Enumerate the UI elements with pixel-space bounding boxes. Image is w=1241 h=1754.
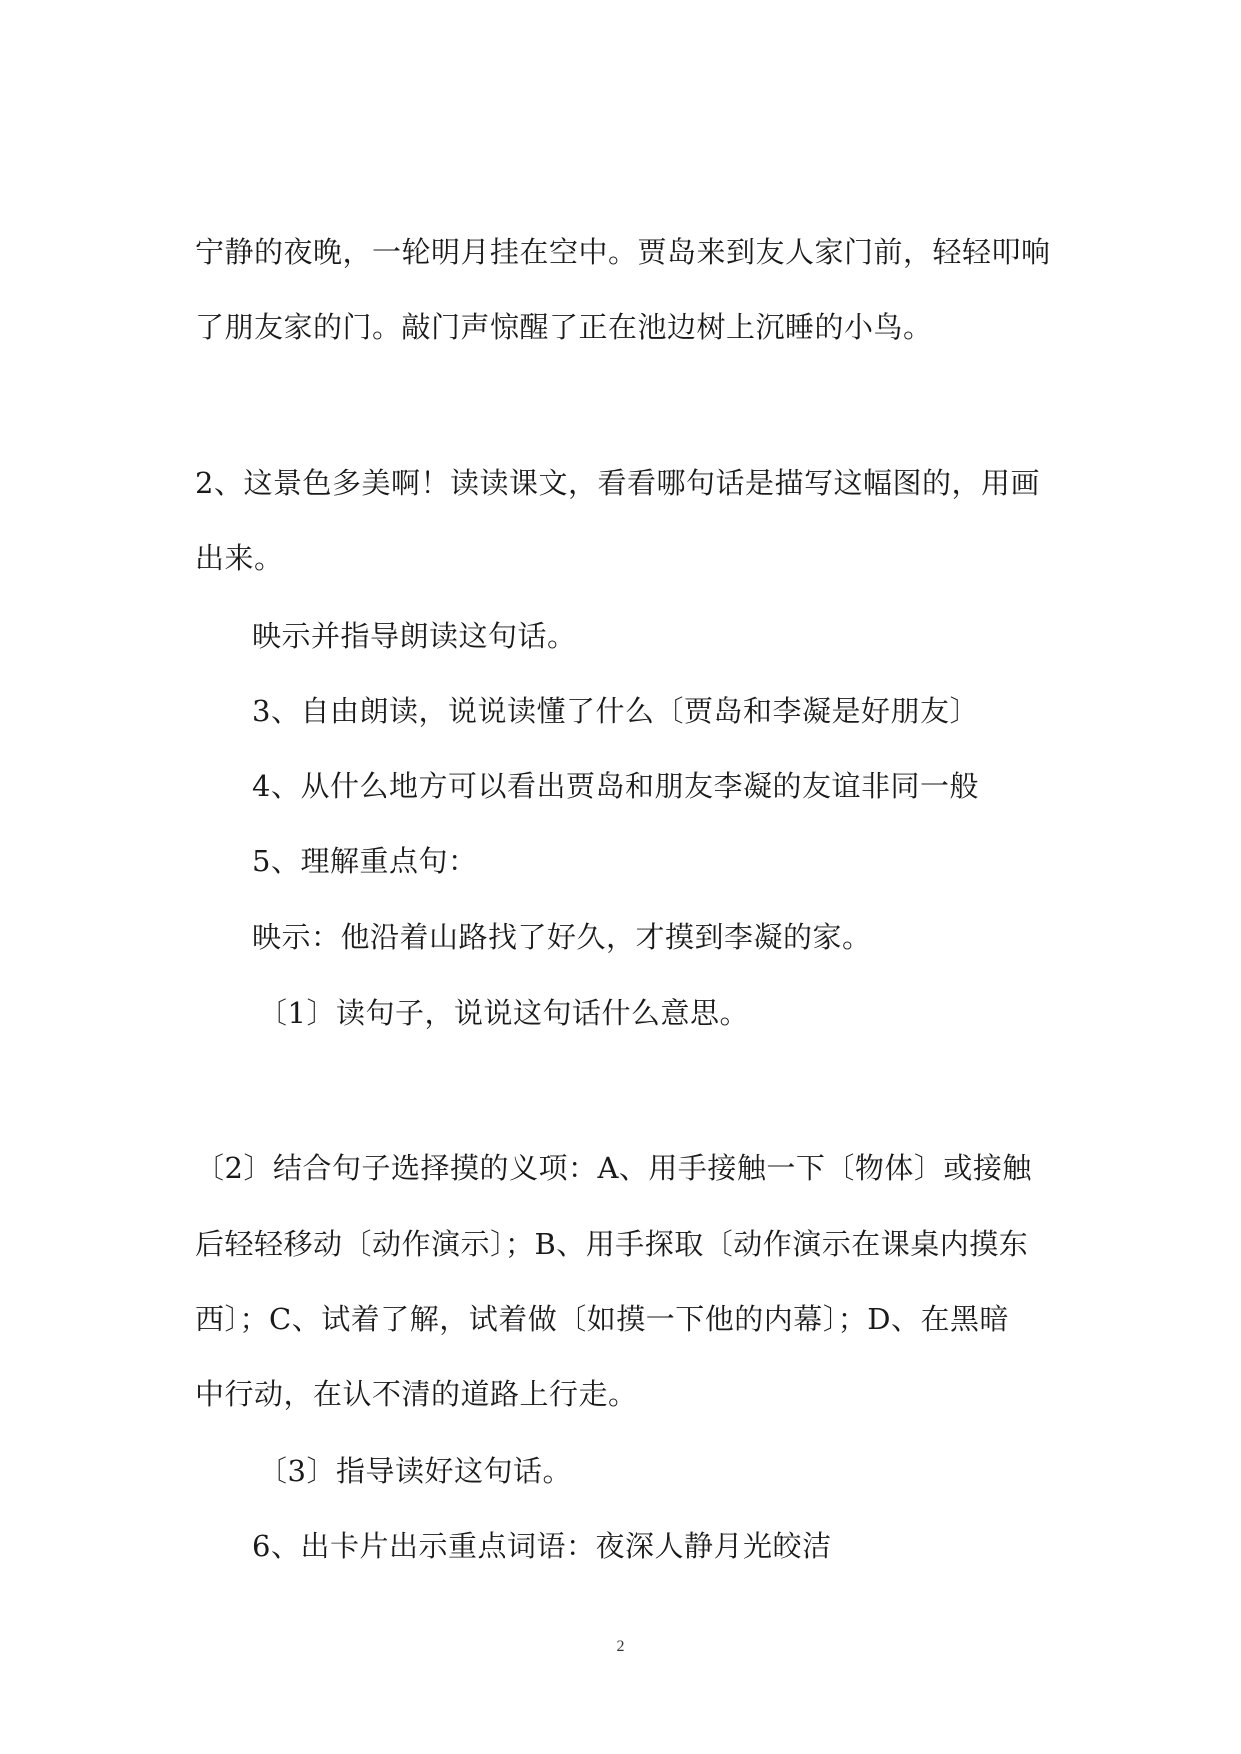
paragraph-line: 〔3〕指导读好这句话。: [258, 1454, 572, 1488]
paragraph-line: 〔2〕结合句子选择摸的义项：A、用手接触一下〔物体〕或接触: [195, 1151, 1032, 1185]
paragraph-line: 出来。: [195, 541, 284, 575]
paragraph-line: 宁静的夜晚，一轮明月挂在空中。贾岛来到友人家门前，轻轻叩响: [195, 235, 1051, 269]
paragraph-line: 3、自由朗读，说说读懂了什么〔贾岛和李凝是好朋友〕: [252, 694, 979, 728]
paragraph-line: 中行动，在认不清的道路上行走。: [195, 1377, 638, 1411]
paragraph-line: 后轻轻移动〔动作演示〕；B、用手探取〔动作演示在课桌内摸东: [195, 1227, 1029, 1261]
paragraph-line: 映示并指导朗读这句话。: [252, 619, 577, 653]
paragraph-line: 〔1〕读句子，说说这句话什么意思。: [258, 996, 749, 1030]
page-number: 2: [616, 1638, 625, 1655]
paragraph-line: 映示：他沿着山路找了好久，才摸到李凝的家。: [252, 920, 872, 954]
paragraph-line: 6、出卡片出示重点词语：夜深人静月光皎洁: [252, 1529, 832, 1563]
paragraph-line: 4、从什么地方可以看出贾岛和朋友李凝的友谊非同一般: [252, 769, 979, 803]
paragraph-line: 5、理解重点句：: [252, 844, 478, 878]
paragraph-line: 2、这景色多美啊！读读课文，看看哪句话是描写这幅图的，用画: [195, 466, 1040, 500]
paragraph-line: 了朋友家的门。敲门声惊醒了正在池边树上沉睡的小鸟。: [195, 310, 933, 344]
paragraph-line: 西〕；C、试着了解，试着做〔如摸一下他的内幕〕；D、在黑暗: [195, 1302, 1009, 1336]
